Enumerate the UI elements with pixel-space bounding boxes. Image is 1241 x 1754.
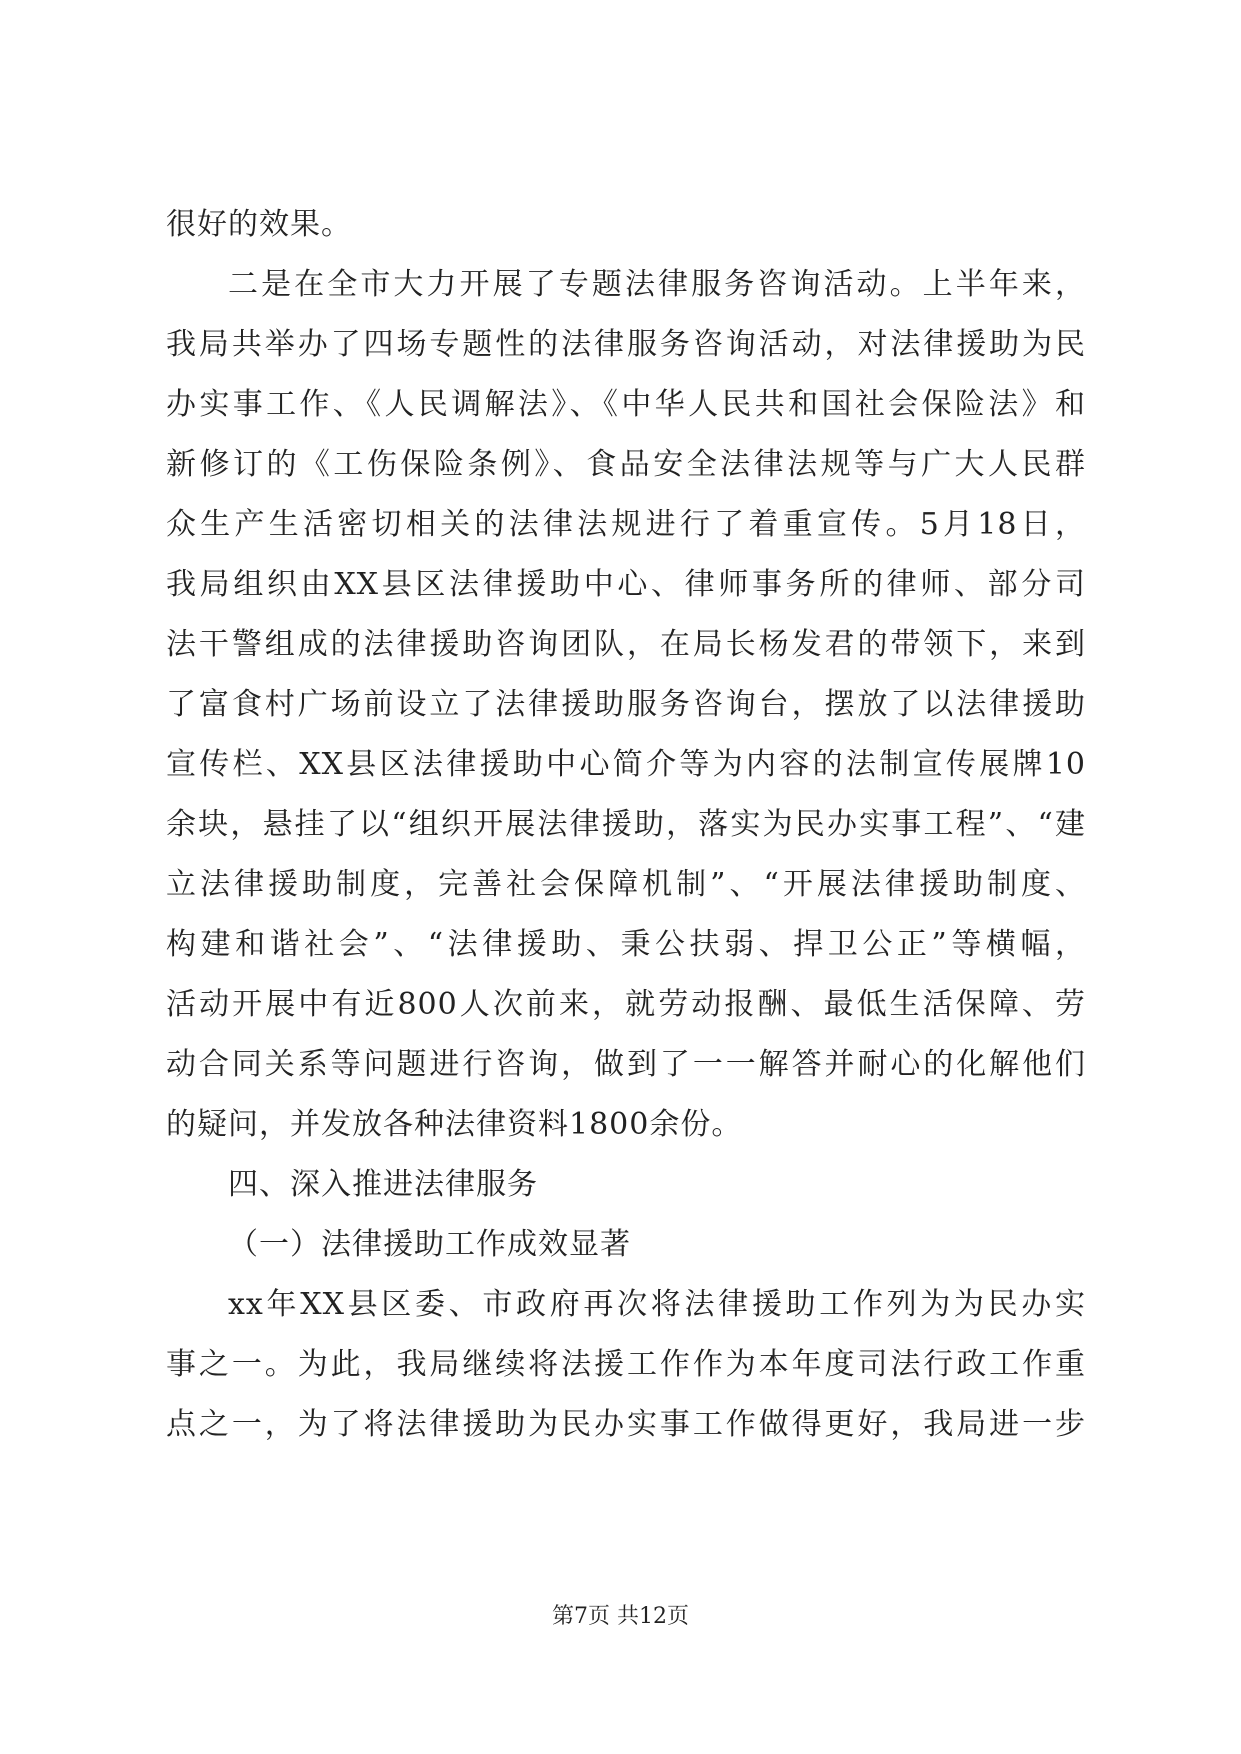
text-line: 宣传栏、XX县区法律援助中心简介等为内容的法制宣传展牌10 (166, 747, 1086, 782)
text-line: 很好的效果。 (166, 207, 352, 242)
text-line: 动合同关系等问题进行咨询，做到了一一解答并耐心的化解他们 (166, 1047, 1086, 1082)
text-line: 点之一，为了将法律援助为民办实事工作做得更好，我局进一步 (166, 1407, 1086, 1442)
text-line: 余块，悬挂了以“组织开展法律援助，落实为民办实事工程”、“建 (166, 807, 1086, 842)
text-line: 事之一。为此，我局继续将法援工作作为本年度司法行政工作重 (166, 1347, 1086, 1382)
page-number-footer: 第7页 共12页 (552, 1604, 689, 1629)
text-line: 办实事工作、《人民调解法》、《中华人民共和国社会保险法》和 (166, 387, 1086, 422)
text-line: 构建和谐社会”、“法律援助、秉公扶弱、捍卫公正”等横幅， (166, 927, 1086, 962)
text-line: 活动开展中有近800人次前来，就劳动报酬、最低生活保障、劳 (166, 987, 1086, 1022)
section-heading: 四、深入推进法律服务 (228, 1167, 538, 1202)
text-line: 了富食村广场前设立了法律援助服务咨询台，摆放了以法律援助 (166, 687, 1086, 722)
text-line: 立法律援助制度，完善社会保障机制”、“开展法律援助制度、 (166, 867, 1086, 902)
text-line: 我局组织由XX县区法律援助中心、律师事务所的律师、部分司 (166, 567, 1086, 602)
text-line: 的疑问，并发放各种法律资料1800余份。 (166, 1107, 743, 1142)
subsection-heading: （一）法律援助工作成效显著 (228, 1227, 631, 1262)
text-line: xx年XX县区委、市政府再次将法律援助工作列为为民办实 (228, 1287, 1086, 1322)
text-line: 我局共举办了四场专题性的法律服务咨询活动，对法律援助为民 (166, 327, 1086, 362)
text-line: 众生产生活密切相关的法律法规进行了着重宣传。5月18日， (166, 507, 1086, 542)
text-line: 法干警组成的法律援助咨询团队，在局长杨发君的带领下，来到 (166, 627, 1086, 662)
text-line: 新修订的《工伤保险条例》、食品安全法律法规等与广大人民群 (166, 447, 1086, 482)
text-line: 二是在全市大力开展了专题法律服务咨询活动。上半年来， (228, 267, 1086, 302)
